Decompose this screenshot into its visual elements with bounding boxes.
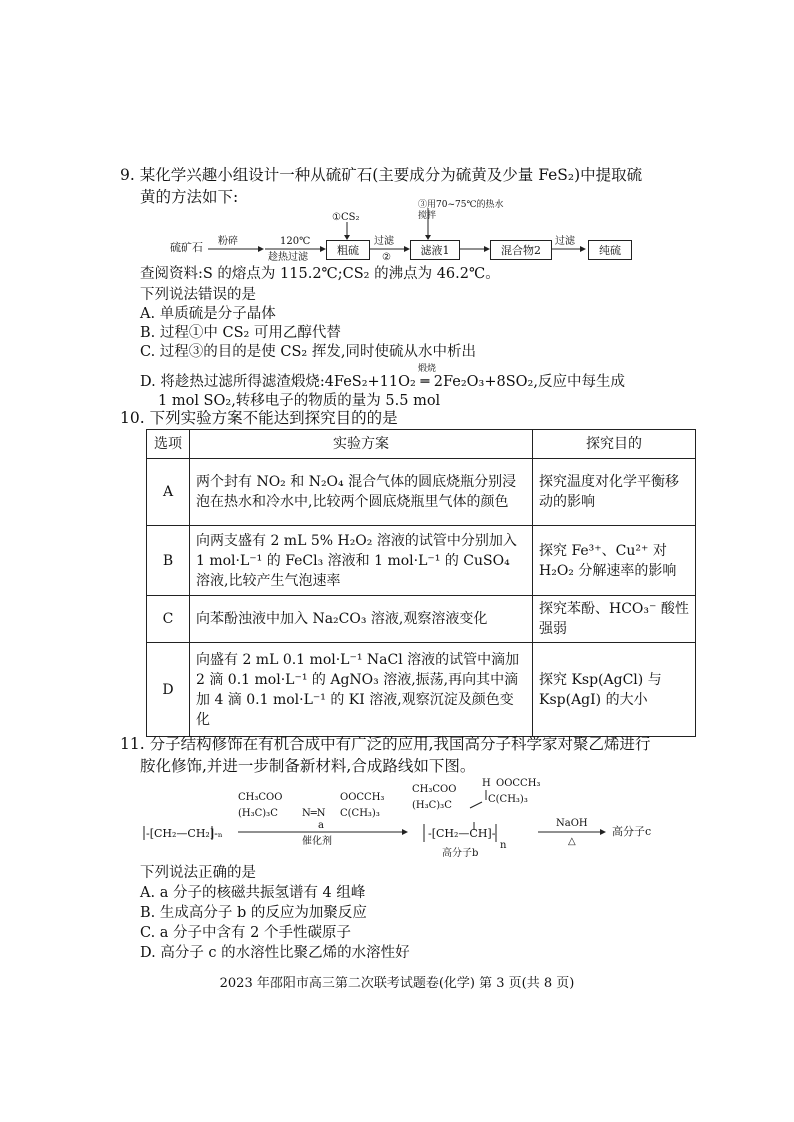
q9-title-line2: 黄的方法如下: <box>140 188 239 206</box>
flow-start: 硫矿石 <box>170 241 203 254</box>
scheme-arrow1-catalyst: 催化剂 <box>302 836 332 847</box>
row-d-option: D <box>147 643 190 737</box>
q11-option-c: C. a 分子中含有 2 个手性碳原子 <box>140 925 351 941</box>
scheme-reagent-top2: (H₃C)₃C <box>238 808 278 819</box>
flow-arrows <box>170 200 640 266</box>
q9-option-d-line2: 1 mol SO₂,转移电子的物质的量为 5.5 mol <box>158 393 441 409</box>
q11-option-d: D. 高分子 c 的水溶性比聚乙烯的水溶性好 <box>140 945 410 961</box>
row-a-option: A <box>147 459 190 526</box>
flow-box-pure-sulfur: 纯硫 <box>588 240 632 260</box>
scheme-reagent-right2: C(CH₃)₃ <box>340 808 380 819</box>
flow-arrow1-label: 粉碎 <box>218 236 238 247</box>
table-row <box>147 643 696 737</box>
row-b-goal: 探究 Fe³⁺、Cu²⁺ 对 H₂O₂ 分解速率的影响 <box>533 526 696 596</box>
q9-info: 查阅资料:S 的熔点为 115.2℃;CS₂ 的沸点为 46.2℃。 <box>140 266 500 282</box>
q9-option-a: A. 单质硫是分子晶体 <box>140 306 276 322</box>
q9-title-line1: 9. 某化学兴趣小组设计一种从硫矿石(主要成分为硫黄及少量 FeS₂)中提取硫 <box>120 166 643 184</box>
flow-arrow5-label: 过滤 <box>555 236 575 247</box>
table-row <box>147 526 696 596</box>
q11-reaction-scheme <box>140 778 700 866</box>
scheme-product-n: n <box>500 840 507 851</box>
q9-option-d: D. 将趁热过滤所得滤渣煅烧:4FeS₂+11O₂ ═ 2Fe₂O₃+8SO₂,反应中每生成 <box>140 374 625 390</box>
header-plan: 实验方案 <box>190 430 533 459</box>
table-header-row <box>147 430 696 459</box>
scheme-reagent-top1: CH₃COO <box>238 792 283 803</box>
flow-arrow2-top: 120℃ <box>280 236 311 247</box>
q11-title-line2: 胺化修饰,并进一步制备新材料,合成路线如下图。 <box>140 757 476 775</box>
page-footer: 2023 年邵阳市高三第二次联考试题卷(化学) 第 3 页(共 8 页) <box>219 976 575 991</box>
q9-option-c: C. 过程③的目的是使 CS₂ 挥发,同时使硫从水中析出 <box>140 344 476 360</box>
table-row <box>147 459 696 526</box>
scheme-product-top1: CH₃COO <box>412 784 457 795</box>
q11-option-b: B. 生成高分子 b 的反应为加聚反应 <box>140 905 367 921</box>
scheme-final: 高分子c <box>612 825 652 838</box>
q9-option-b: B. 过程①中 CS₂ 可用乙醇代替 <box>140 325 341 341</box>
row-a-goal: 探究温度对化学平衡移动的影响 <box>533 459 696 526</box>
scheme-reagent-right1: OOCCH₃ <box>340 792 385 803</box>
scheme-product-right1: OOCCH₃ <box>496 778 541 789</box>
flow-box-filtrate1: 滤液1 <box>410 240 460 260</box>
scheme-product-chain: -[CH₂—CH]- <box>428 827 496 840</box>
q11-prompt: 下列说法正确的是 <box>140 865 256 881</box>
q10-table <box>146 429 696 737</box>
flow-arrow3-top: 过滤 <box>374 236 394 247</box>
scheme-product-label: 高分子b <box>442 848 479 859</box>
flow-step3-reagent: ③用70~75℃的热水搅拌 <box>418 200 504 221</box>
row-b-plan: 向两支盛有 2 mL 5% H₂O₂ 溶液的试管中分别加入 1 mol·L⁻¹ 的 FeCl₃ 溶液和 1 mol·L⁻¹ 的 CuSO₄ 溶液,比较产生气泡速率 <box>190 526 533 596</box>
header-goal: 探究目的 <box>533 430 696 459</box>
q11-title-line1: 11. 分子结构修饰在有机合成中有广泛的应用,我国高分子科学家对聚乙烯进行 <box>120 735 651 753</box>
q11-option-a: A. a 分子的核磁共振氢谱有 4 组峰 <box>140 885 366 901</box>
row-c-plan: 向苯酚浊液中加入 Na₂CO₃ 溶液,观察溶液变化 <box>190 596 533 643</box>
scheme-arrow2-top: NaOH <box>556 818 588 829</box>
q9-flow-diagram <box>170 200 640 266</box>
row-c-option: C <box>147 596 190 643</box>
flow-arrow2-bottom: 趁热过滤 <box>268 252 308 263</box>
q9-prompt: 下列说法错误的是 <box>140 287 256 303</box>
row-d-goal: 探究 Ksp(AgCl) 与 Ksp(AgI) 的大小 <box>533 643 696 737</box>
header-option: 选项 <box>147 430 190 459</box>
row-a-plan: 两个封有 NO₂ 和 N₂O₄ 混合气体的圆底烧瓶分别浸泡在热水和冷水中,比较两个圆底烧瓶里气体的颜色 <box>190 459 533 526</box>
scheme-arrow2-bottom: △ <box>568 836 576 847</box>
q9-option-d-condition: 煅烧 <box>418 364 437 374</box>
scheme-product-top2: (H₃C)₃C <box>412 800 452 811</box>
row-c-goal: 探究苯酚、HCO₃⁻ 酸性强弱 <box>533 596 696 643</box>
scheme-product-h: H <box>482 778 491 789</box>
row-b-option: B <box>147 526 190 596</box>
scheme-reactant: -[CH₂—CH₂]-ₙ <box>146 827 223 840</box>
flow-step1-reagent: ①CS₂ <box>332 212 360 223</box>
row-d-plan: 向盛有 2 mL 0.1 mol·L⁻¹ NaCl 溶液的试管中滴加 2 滴 0.1 mol·L⁻¹ 的 AgNO₃ 溶液,振荡,再向其中滴加 4 滴 0.1 mol·L⁻¹ 的 KI 溶液,观察沉淀及颜色变化 <box>190 643 533 737</box>
flow-box-mixture2: 混合物2 <box>490 240 552 260</box>
scheme-product-right2: C(CH₃)₃ <box>488 794 528 805</box>
scheme-reagent-mid: N═N <box>302 808 326 819</box>
q10-title: 10. 下列实验方案不能达到探究目的的是 <box>120 409 398 427</box>
flow-arrow3-bottom: ② <box>382 252 391 263</box>
table-row <box>147 596 696 643</box>
flow-box-crude-sulfur: 粗硫 <box>326 240 370 260</box>
scheme-arrow1-a: a <box>318 820 324 831</box>
